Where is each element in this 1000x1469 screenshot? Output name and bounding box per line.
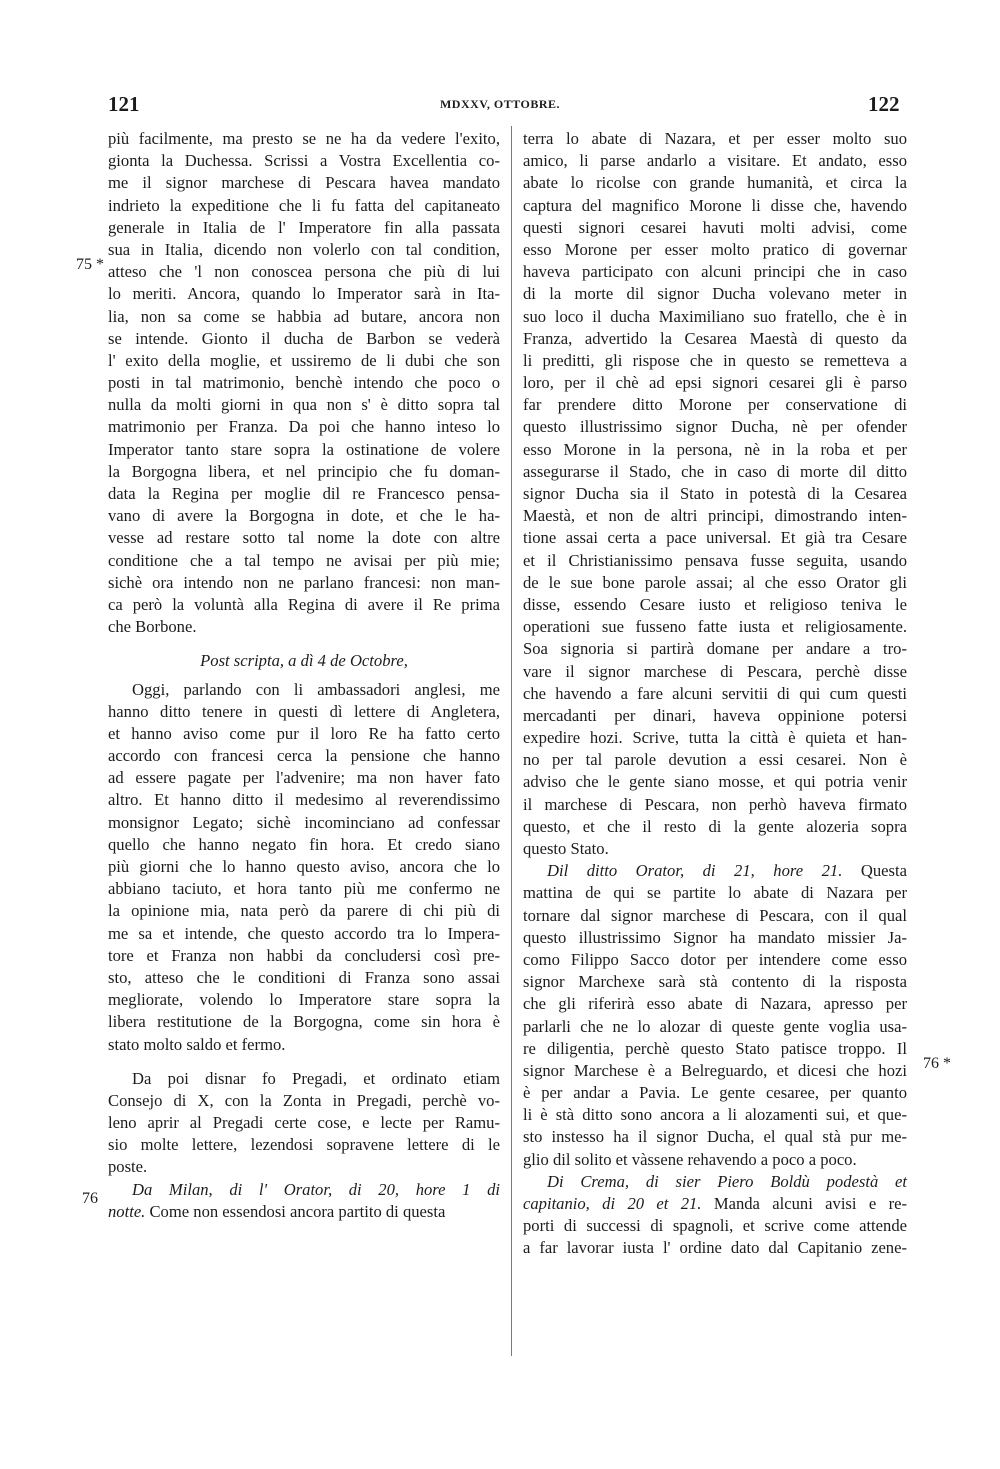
text-line: sto, atteso che le conditioni di Franza sono assai xyxy=(108,967,500,987)
text-line: ad essere pagate per l'advenire; ma non haver fato xyxy=(108,768,500,788)
text-line: più giorni che lo hanno questo aviso, ancora che lo xyxy=(108,857,500,876)
text-line: abbiano taciuto, et hora tanto più me confermo ne xyxy=(108,879,500,899)
text-line: signor Marchese è a Belreguardo, et dicesi che hozi xyxy=(523,1060,907,1080)
text-line xyxy=(108,1201,500,1223)
text-line: adviso che le gente siano mosse, et qui potria venir xyxy=(523,772,907,792)
text-line: matrimonio per Franza. Da poi che hanno inteso lo xyxy=(108,417,500,437)
text-line: nulla da molti giorni in qua non s' è ditto sopra tal xyxy=(108,395,500,415)
section-heading-end: capitanio, di 20 et 21. xyxy=(523,1194,702,1213)
text-line: la Borgogna libera, et nel principio che fu doman- xyxy=(108,461,500,481)
section-heading: Di Crema, di sier Piero Boldù podestà et xyxy=(547,1171,907,1191)
text-line: gionta la Duchessa. Scrissi a Vostra Excellentia co- xyxy=(108,151,500,171)
text-line: porti di successi di spagnoli, et scrive come attende xyxy=(523,1216,907,1236)
text-line: vare il signor marchese di Pescara, perchè disse xyxy=(523,661,907,681)
text-line xyxy=(523,1193,907,1215)
text-line: li preditti, gli rispose che in questo se remetteva a xyxy=(523,350,907,370)
text-line: questo Stato. xyxy=(523,839,609,858)
text-line: ca però la voluntà alla Regina di avere il Re prima xyxy=(108,594,500,614)
text-line: vano di avere la Borgogna in dote, et che le ha- xyxy=(108,506,500,526)
text-line: esso Morone per esser molto pratico di governar xyxy=(523,239,907,259)
text-line: lia, non sa come se habbia ad butare, ancora non xyxy=(108,306,500,326)
text-line: che Borbone. xyxy=(108,617,197,637)
text-line: questo illustrissimo signor Ducha, nè per ofender xyxy=(523,417,907,437)
text-line: Franza, advertido la Cesarea Maestà di questo da xyxy=(523,328,907,348)
text-line: de le sue bone parole assai; al che esso Orator gli xyxy=(523,572,907,592)
text-line: Imperator tanto stare sopra la ostinatione de volere xyxy=(108,439,500,459)
text-line: atteso che 'l non conoscea persona che più di lui xyxy=(108,262,500,282)
text-line: loro, per il chè ad epsi signori cesarei gli è parso xyxy=(523,373,907,393)
running-head: MDXXV, OTTOBRE. xyxy=(439,97,561,111)
text-line: terra lo abate di Nazara, et per esser molto suo xyxy=(523,129,907,148)
text-line: li è stà ditto sono ancora a li alozamenti sui, et que- xyxy=(523,1105,907,1125)
text-line xyxy=(523,860,907,882)
text-run: Questa xyxy=(860,861,907,881)
text-run: Come non essendosi ancora partito di questa xyxy=(149,1201,446,1221)
text-line: disse, essendo Cesare iusto et religioso teniva le xyxy=(523,594,907,614)
text-line: tione assai certa a pace universal. Et già tra Cesare xyxy=(523,528,907,548)
text-line: libera restitutione de la Borgogna, come sin hora è xyxy=(108,1012,500,1032)
text-line: di la morte dil signor Ducha volevano meter in xyxy=(523,284,907,304)
margin-note-76-right: 76 * xyxy=(923,1055,951,1072)
text-line: suo loco il ducha Maximiliano suo fratello, che è in xyxy=(523,306,907,326)
text-line: amico, li parse andarlo a visitare. Et andato, esso xyxy=(523,151,907,171)
text-run: Manda alcuni avisi e re- xyxy=(713,1194,907,1213)
text-line: lo meriti. Ancora, quando lo Imperator sarà in Ita- xyxy=(108,284,500,304)
text-line: questi signori cesarei havuti molti advisi, come xyxy=(523,217,907,237)
text-line: sio molte lettere, lezendosi sopravene lettere di le xyxy=(108,1135,500,1155)
text-line: più facilmente, ma presto se ne ha da vedere l'exito, xyxy=(108,129,500,148)
left-column xyxy=(108,128,500,1223)
text-line: poste. xyxy=(108,1157,148,1177)
text-line: sichè ora intendo non ne parlano francesi: non man- xyxy=(108,572,500,592)
page-number-left: 121 xyxy=(108,92,140,116)
section-heading: Da Milan, di l' Orator, di 20, hore 1 di xyxy=(132,1179,500,1199)
text-line: signor Ducha sia il Stato in potestà di la Cesarea xyxy=(523,484,907,503)
right-column xyxy=(523,128,907,1260)
text-line: altro. Et hanno ditto il medesimo al reverendissimo xyxy=(108,790,500,810)
text-line: tornare dal signor marchese di Pescara, con il qual xyxy=(523,905,907,925)
text-line: che gli riferirà esso abate di Nazara, apresso per xyxy=(523,994,907,1014)
text-line: vesse ad restare sotto tal nome la dote con altre xyxy=(108,528,500,548)
text-line: signor Marchexe sarà stà contento di la risposta xyxy=(523,972,907,992)
text-line: se intende. Gionto il ducha de Barbon se vederà xyxy=(108,328,500,348)
text-line: Maestà, et non de altri principi, dimostrando inten- xyxy=(523,506,907,526)
text-line: re diligentia, perchè questo Stato patisce troppo. Il xyxy=(523,1038,907,1058)
text-line: mercadanti per dinari, haveva oppinione potersi xyxy=(523,705,907,725)
text-line: captura del magnifico Morone li disse che, havendo xyxy=(523,195,907,215)
text-line: è per andar a Pavia. Le gente cesaree, per quanto xyxy=(523,1083,907,1103)
text-line: Consejo di X, con la Zonta in Pregadi, perchè vo- xyxy=(108,1090,500,1110)
text-line: esso Morone in la persona, nè in la roba et per xyxy=(523,439,907,459)
text-line: et il Christianissimo pensava fusse seguita, usando xyxy=(523,550,907,570)
section-heading-end: notte. xyxy=(108,1201,146,1221)
text-line: parlarli che ne lo alozar di queste gente voglia usa- xyxy=(523,1016,907,1036)
text-line: haveva participato con alcuni principi che in caso xyxy=(523,262,907,282)
column-divider xyxy=(511,126,512,1356)
margin-note-76-left: 76 xyxy=(82,1190,98,1207)
text-line: no per tal parole devution a essi cesarei. Non è xyxy=(523,750,907,770)
text-line: megliorate, volendo lo Imperatore stare sopra la xyxy=(108,990,500,1010)
text-line: che havendo a fare alcuni servitii di qui cum questi xyxy=(523,683,907,703)
text-line: me il signor marchese di Pescara havea mandato xyxy=(108,173,500,193)
text-line: accordo con francesi cerca la pensione che hanno xyxy=(108,746,500,766)
text-line: operationi sue fusseno fatte iusta et religiosamente. xyxy=(523,617,907,637)
text-line: questo illustrissimo Signor ha mandato missier Ja- xyxy=(523,927,907,947)
text-line: la opinione mia, nata però da parere di chi più di xyxy=(108,901,500,921)
text-line: monsignor Legato; sichè incominciano ad confessar xyxy=(108,812,500,832)
text-line: expedire hozi. Scrive, tutta la città è quieta et han- xyxy=(523,728,907,748)
margin-note-75: 75 * xyxy=(76,256,104,273)
text-line: il marchese di Pescara, non perhò haveva firmato xyxy=(523,794,907,814)
text-line: questo, et che il resto di la gente alozeria sopra xyxy=(523,816,907,836)
text-line: tore et Franza non habbi da concludersi così pre- xyxy=(108,945,500,965)
text-line: l' exito della moglie, et ussiremo de li dubi che son xyxy=(108,350,500,370)
text-line: glio dil solito et vàssene rehavendo a poco a poco. xyxy=(523,1149,857,1169)
section-heading: Dil ditto Orator, di 21, hore 21. xyxy=(547,861,843,881)
section-heading: Post scripta, a dì 4 de Octobre, xyxy=(200,651,408,671)
text-line: stato molto saldo et fermo. xyxy=(108,1034,286,1054)
text-line: Soa signoria si partirà domane per andare a tro- xyxy=(523,639,907,659)
text-line: hanno ditto tenere in questi dì lettere di Angletera, xyxy=(108,701,500,721)
text-line: assegurarse il Stado, che in caso di morte dil ditto xyxy=(523,461,907,481)
text-line: Oggi, parlando con li ambassadori anglesi, me xyxy=(132,679,500,699)
text-line: quello che hanno negato fin hora. Et credo siano xyxy=(108,834,500,854)
text-line: indrieto la expeditione che li fu fatta del capitaneato xyxy=(108,195,500,215)
text-line: abate lo ricolse con grande humanità, et circa la xyxy=(523,173,907,193)
text-line: como Filippo Sacco dotor per intendere come esso xyxy=(523,949,907,969)
text-line: far prendere ditto Morone per conservatione di xyxy=(523,395,907,415)
text-line: sto instesso ha il signor Ducha, el qual stà pur me- xyxy=(523,1127,907,1147)
text-line: mattina de qui se partite lo abate di Nazara per xyxy=(523,883,907,903)
page-number-right: 122 xyxy=(868,92,900,116)
text-line: posti in tal matrimonio, benchè intendo che poco o xyxy=(108,373,500,393)
text-line: leno aprir al Pregadi certe cose, e lecte per Ramu- xyxy=(108,1113,500,1133)
text-line: sua in Italia, dicendo non volerlo con tal condition, xyxy=(108,239,500,259)
text-line: conditione che a tal tempo ne avisai per più mie; xyxy=(108,550,500,570)
text-line: Da poi disnar fo Pregadi, et ordinato etiam xyxy=(132,1068,500,1088)
text-line: a far lavorar iusta l' ordine dato dal Capitanio zene- xyxy=(523,1238,907,1258)
text-line: data la Regina per moglie dil re Francesco pensa- xyxy=(108,484,500,503)
text-line: generale in Italia de l' Imperatore fin alla passata xyxy=(108,217,500,237)
text-line: et hanno aviso come pur il loro Re ha fatto certo xyxy=(108,723,500,743)
text-line: me sa et intende, che questo accordo tra lo Impera- xyxy=(108,923,500,943)
